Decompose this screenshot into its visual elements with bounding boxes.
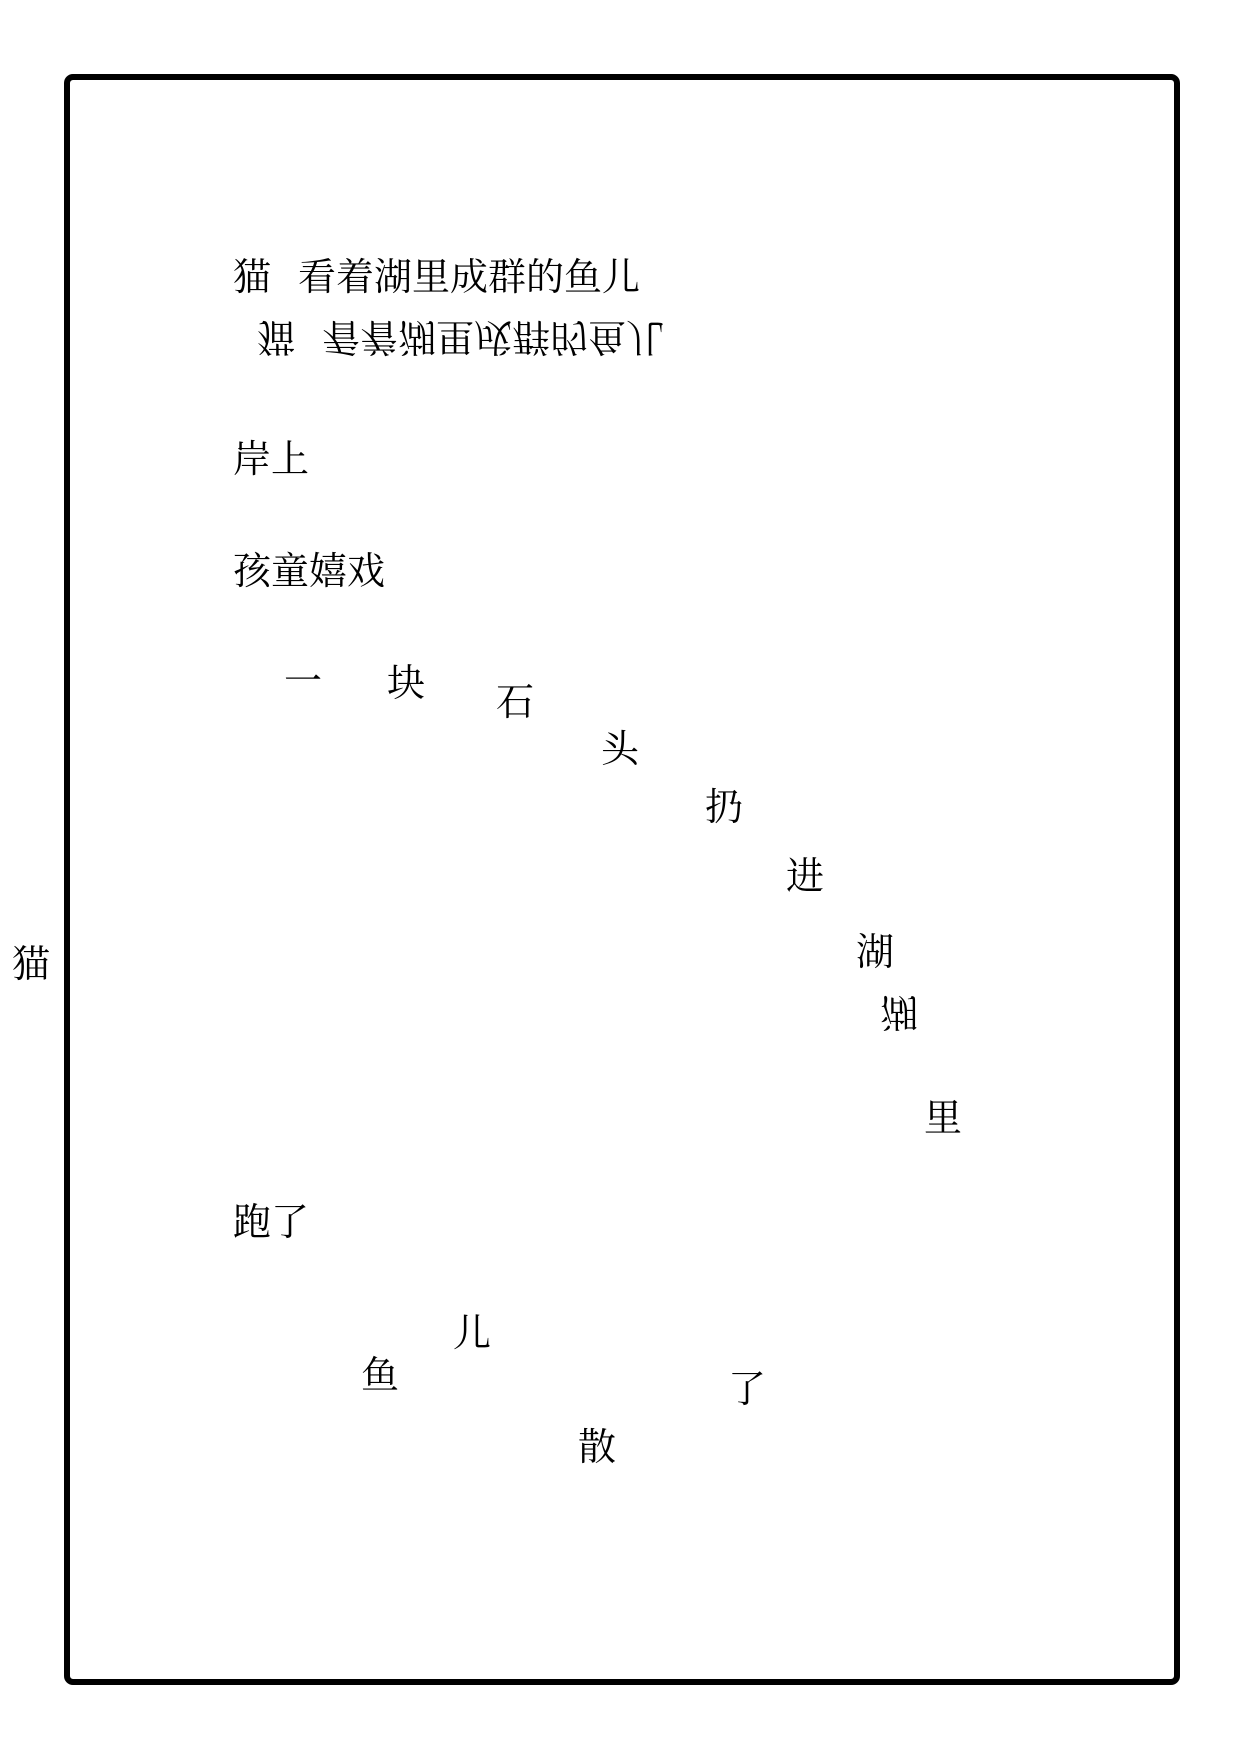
line1-reflection-cat: 猫 — [257, 315, 296, 359]
shore-text: 岸上 — [233, 437, 310, 481]
stone-char: 头 — [601, 727, 640, 771]
line1-reflection-text: 看着湖里成群的鱼儿 — [322, 315, 665, 359]
stone-char: 一 — [284, 659, 323, 703]
line1-cat: 猫 — [233, 255, 272, 299]
lake-reflection: 湖 — [880, 990, 919, 1034]
ran-text: 跑了 — [233, 1200, 310, 1244]
stone-char: 扔 — [705, 785, 744, 829]
scatter-char: 了 — [728, 1367, 767, 1411]
li-char: 里 — [924, 1096, 963, 1140]
fish-char: 儿 — [453, 1311, 492, 1355]
scatter-char: 散 — [578, 1425, 617, 1469]
stone-char: 湖 — [856, 930, 895, 974]
line1-text: 看着湖里成群的鱼儿 — [298, 255, 641, 299]
stone-char: 石 — [496, 680, 535, 724]
outside-cat-char: 猫 — [12, 942, 51, 986]
children-text: 孩童嬉戏 — [233, 549, 386, 593]
fish-char: 鱼 — [361, 1353, 400, 1397]
stone-char: 进 — [786, 854, 825, 898]
stone-char: 块 — [387, 661, 426, 705]
